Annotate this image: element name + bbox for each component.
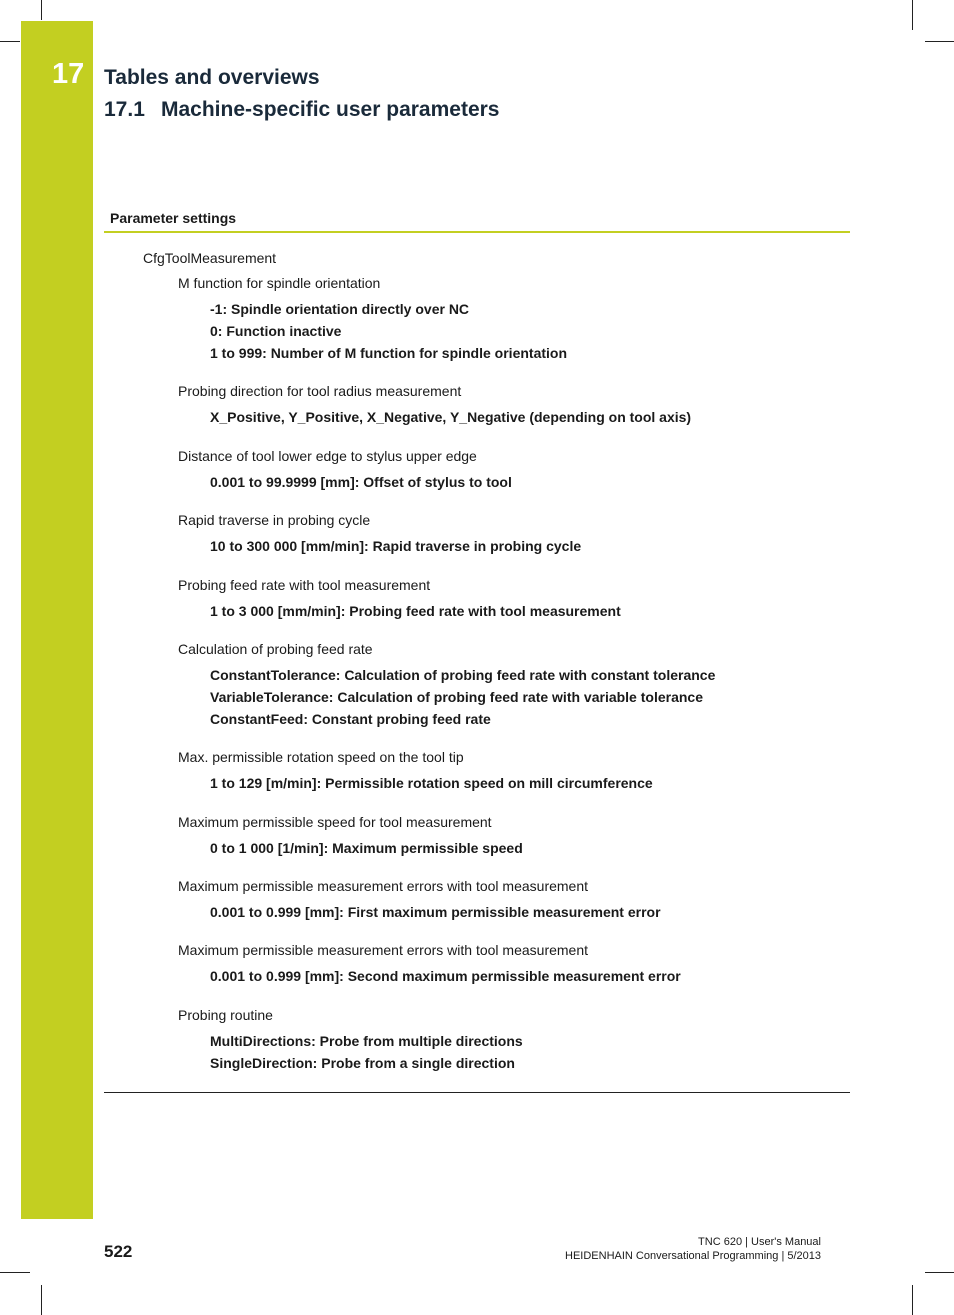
parameter-option: SingleDirection: Probe from a single direction — [210, 1055, 515, 1071]
parameter-label: Maximum permissible measurement errors with tool measurement — [178, 942, 589, 958]
crop-mark — [925, 1272, 954, 1273]
parameter-settings-heading: Parameter settings — [110, 210, 237, 226]
crop-mark — [912, 1285, 913, 1315]
parameter-option: MultiDirections: Probe from multiple directions — [210, 1033, 523, 1049]
crop-mark — [41, 0, 42, 20]
page-number: 522 — [104, 1242, 133, 1261]
parameter-option: -1: Spindle orientation directly over NC — [210, 301, 470, 317]
footer-line-publisher: HEIDENHAIN Conversational Programming | 5/2013 — [565, 1250, 821, 1262]
parameter-label: Max. permissible rotation speed on the tool tip — [178, 749, 464, 765]
crop-mark — [925, 41, 954, 42]
root-parameter: CfgToolMeasurement — [143, 250, 277, 266]
parameter-option: 10 to 300 000 [mm/min]: Rapid traverse in probing cycle — [210, 538, 582, 554]
parameter-label: Rapid traverse in probing cycle — [178, 512, 371, 528]
section-title: Machine-specific user parameters — [161, 98, 500, 121]
parameter-label: Probing feed rate with tool measurement — [178, 577, 431, 593]
parameter-option: 0.001 to 0.999 [mm]: First maximum permissible measurement error — [210, 904, 661, 920]
parameter-option: 0.001 to 99.9999 [mm]: Offset of stylus to tool — [210, 474, 512, 490]
parameter-label: Calculation of probing feed rate — [178, 641, 373, 657]
parameter-label: Distance of tool lower edge to stylus upper edge — [178, 448, 477, 464]
footer-info — [565, 1235, 821, 1263]
parameter-option: 0.001 to 0.999 [mm]: Second maximum permissible measurement error — [210, 968, 681, 984]
parameter-option: ConstantTolerance: Calculation of probing feed rate with constant tolerance — [210, 667, 716, 683]
parameter-option: VariableTolerance: Calculation of probing feed rate with variable tolerance — [210, 689, 703, 705]
crop-mark — [41, 1285, 42, 1315]
parameter-label: M function for spindle orientation — [178, 275, 381, 291]
parameter-label: Maximum permissible speed for tool measurement — [178, 814, 492, 830]
chapter-title: Tables and overviews — [104, 66, 320, 89]
section-number: 17.1 — [104, 98, 145, 121]
footer-line-manual: TNC 620 | User's Manual — [698, 1236, 821, 1248]
parameter-label: Probing routine — [178, 1007, 273, 1023]
crop-mark — [0, 1272, 30, 1273]
heading-divider — [104, 231, 850, 233]
section-end-divider — [104, 1092, 850, 1093]
parameter-option: 1 to 999: Number of M function for spindle orientation — [210, 345, 568, 361]
parameter-option: 1 to 129 [m/min]: Permissible rotation speed on mill circumference — [210, 775, 653, 791]
section-title-line — [104, 98, 499, 122]
parameter-option: 1 to 3 000 [mm/min]: Probing feed rate with tool measurement — [210, 603, 621, 619]
crop-mark — [0, 41, 20, 42]
crop-mark — [912, 0, 913, 30]
parameter-label: Maximum permissible measurement errors with tool measurement — [178, 878, 589, 894]
parameter-option: ConstantFeed: Constant probing feed rate — [210, 711, 491, 727]
parameter-option: 0 to 1 000 [1/min]: Maximum permissible speed — [210, 840, 523, 856]
parameter-label: Probing direction for tool radius measurement — [178, 383, 462, 399]
chapter-tab — [21, 21, 93, 1219]
chapter-number: 17 — [52, 58, 85, 90]
parameter-option: X_Positive, Y_Positive, X_Negative, Y_Negative (depending on tool axis) — [210, 409, 692, 425]
parameter-option: 0: Function inactive — [210, 323, 342, 339]
